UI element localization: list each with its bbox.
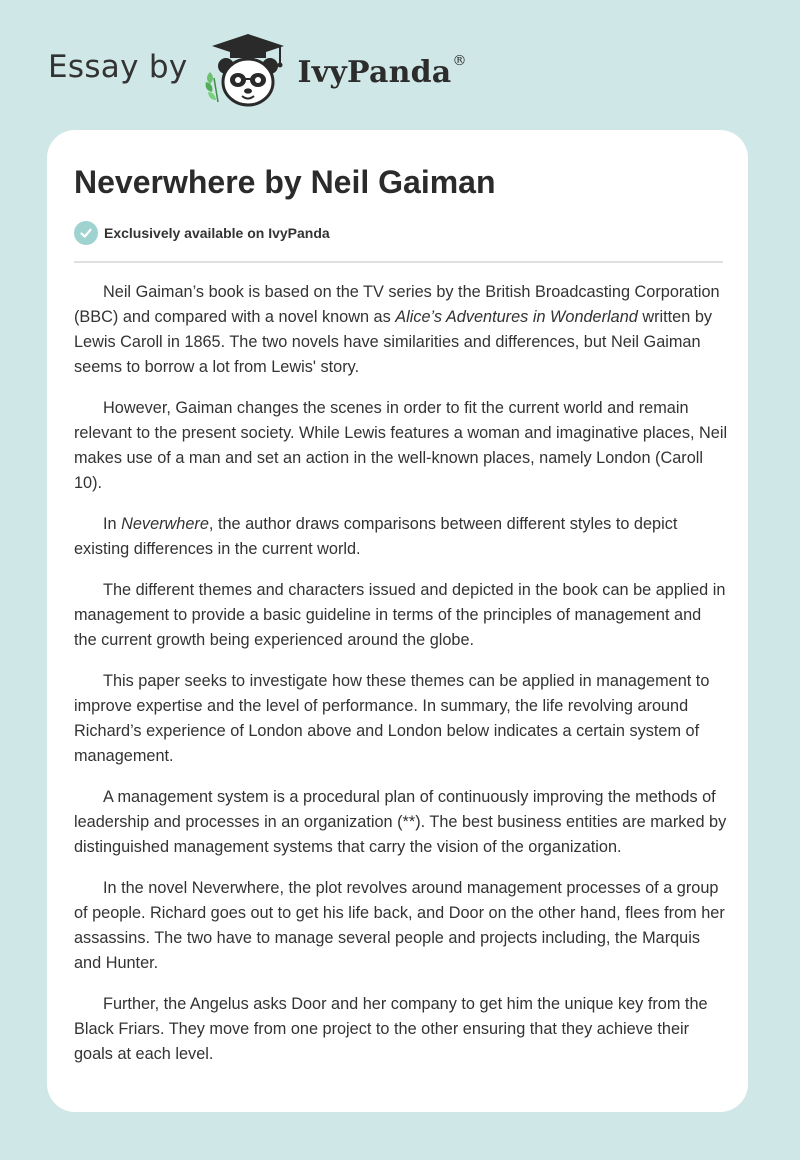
paragraph-7: In the novel Neverwhere, the plot revolves around management processes of a group of people. Richard goes out to get his life back, and Door on the other hand, flees from her assassins. The two have to manage several people and projects including, the Marquis and Hunter.: [74, 879, 725, 972]
registered-mark: ®: [452, 52, 467, 69]
paragraph-1: Neil Gaiman’s book is based on the TV series by the British Broadcasting Corporation (BBC) and compared with a novel known as Alice’s Adventures in Wonderland written by Lewis Caroll in 1865. The two novels have similarities and differences, but Neil Gaiman seems to borrow a lot from Lewis' story.: [74, 283, 720, 376]
essay-card: [47, 130, 748, 1112]
brand-name: IvyPanda®: [297, 52, 467, 90]
site-header: [48, 30, 467, 110]
exclusive-badge: [74, 221, 330, 245]
essay-by-label: Essay by: [48, 49, 188, 85]
paragraph-5: This paper seeks to investigate how these themes can be applied in management to improve expertise and the level of performance. In summary, the life revolving around Richard’s experience of London above and London below indicates a certain system of management.: [74, 672, 710, 765]
page-title: Neverwhere by Neil Gaiman: [74, 164, 496, 200]
ivypanda-logo[interactable]: [200, 30, 467, 110]
paragraph-6: A management system is a procedural plan of continuously improving the methods of leadership and processes in an organization (**). The best business entities are marked by distinguished management systems that carry the vision of the organization.: [74, 788, 727, 856]
divider: [74, 261, 723, 263]
paragraph-3: In Neverwhere, the author draws comparisons between different styles to depict existing differences in the current world.: [74, 515, 678, 558]
checkmark-icon: [74, 221, 98, 245]
badge-text: Exclusively available on IvyPanda: [104, 225, 330, 241]
paragraph-4: The different themes and characters issued and depicted in the book can be applied in management to provide a basic guideline in terms of the principles of management and the current growth being experienced around the globe.: [74, 581, 726, 649]
paragraph-8: Further, the Angelus asks Door and her company to get him the unique key from the Black Friars. They move from one project to the other ensuring that they achieve their goals at each level.: [74, 995, 708, 1063]
essay-body: [74, 280, 728, 1083]
paragraph-2: However, Gaiman changes the scenes in order to fit the current world and remain relevant to the present society. While Lewis features a woman and imaginative places, Neil makes use of a man and set an action in the well-known places, namely London (Caroll 10).: [74, 399, 728, 492]
panda-graduation-cap-icon: [200, 30, 296, 110]
